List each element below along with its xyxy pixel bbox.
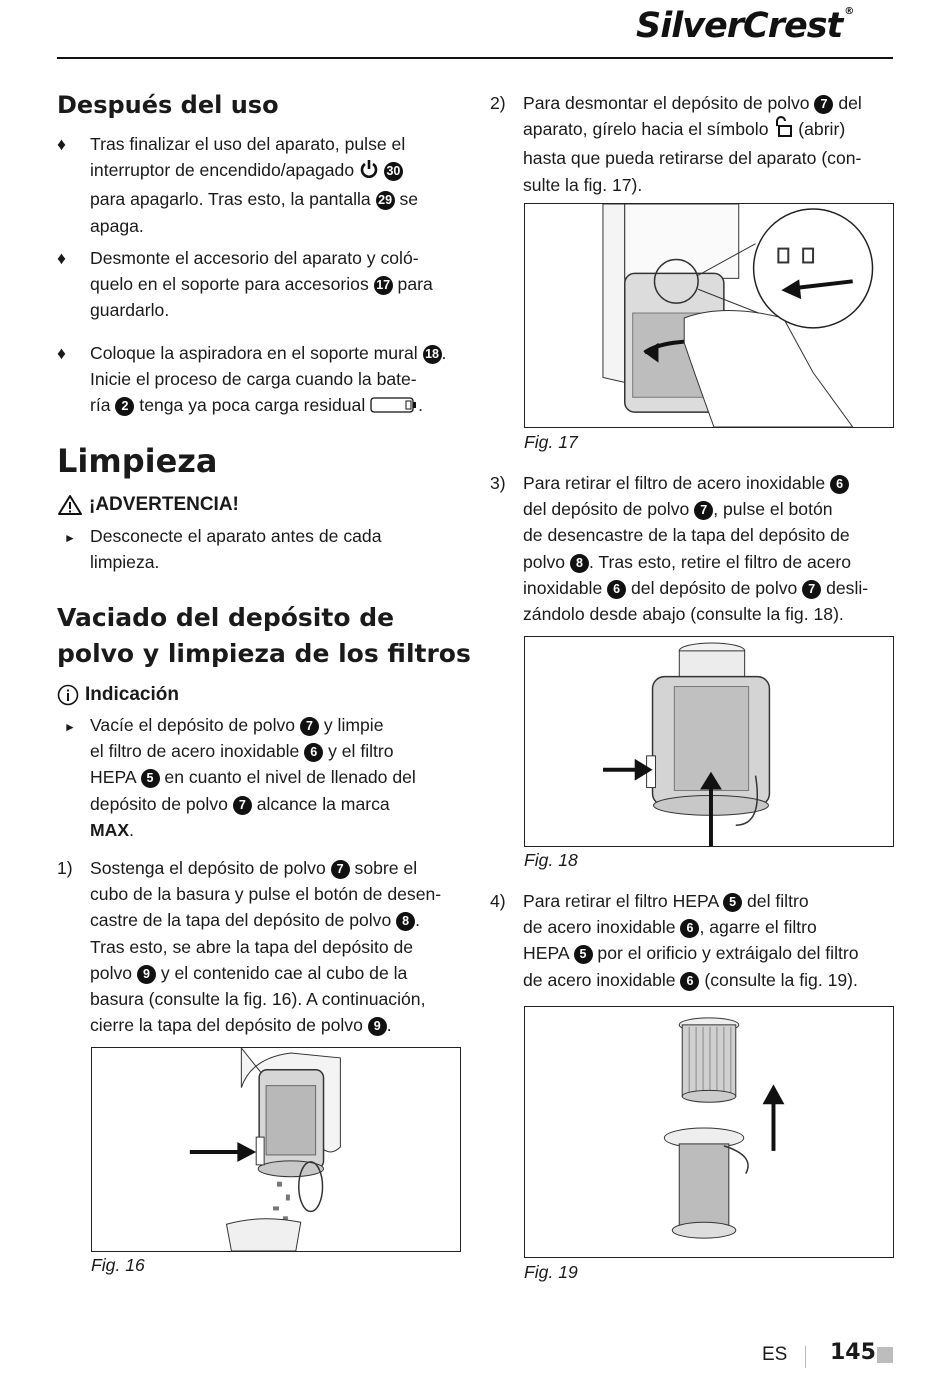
text-line <box>90 271 433 297</box>
text-fragment: del filtro <box>742 891 809 911</box>
part-number-badge: 17 <box>374 276 393 295</box>
text-fragment: sobre el <box>349 858 418 878</box>
text-line <box>90 366 446 392</box>
text-line <box>90 549 381 575</box>
text-line <box>523 172 862 198</box>
text-line <box>90 960 441 986</box>
text-fragment: y el contenido cae al cubo de la <box>155 962 408 983</box>
figure-17 <box>524 203 894 428</box>
text-line <box>90 738 416 764</box>
part-number-badge: 5 <box>141 769 160 788</box>
registered-mark: ® <box>844 6 854 17</box>
text-line <box>90 855 441 881</box>
section-title-emptying <box>57 600 471 672</box>
part-number-badge: 29 <box>376 191 395 210</box>
warning-triangle-icon <box>57 494 83 516</box>
bold-text: MAX <box>90 819 130 840</box>
chapter-title-cleaning: Limpieza <box>57 442 218 480</box>
text-fragment: del <box>833 93 862 113</box>
text-fragment: guardarlo. <box>90 300 170 321</box>
text-fragment: Para retirar el filtro de acero inoxidable <box>523 473 831 493</box>
figure-19-caption: Fig. 19 <box>524 1262 578 1282</box>
part-number-badge: 6 <box>607 580 626 599</box>
text-fragment: zándolo desde abajo (consulte la fig. 18). <box>523 604 844 625</box>
text-fragment: . Tras esto, retire el filtro de acero <box>588 551 852 572</box>
text-line <box>90 392 446 421</box>
part-number-badge: 7 <box>694 501 713 520</box>
list-marker: ► <box>64 720 76 734</box>
figure-18 <box>524 636 894 847</box>
step-2 <box>490 90 862 198</box>
text-line <box>90 934 441 960</box>
text-fragment: de desencastre de la tapa del depósito de <box>523 525 850 546</box>
part-number-badge: 7 <box>802 580 821 599</box>
text-fragment: Sostenga el depósito de polvo <box>90 858 331 878</box>
part-number-badge: 8 <box>570 554 589 573</box>
step-4 <box>490 888 859 993</box>
text-fragment: del depósito de polvo <box>626 577 803 598</box>
section-title-line: Vaciado del depósito de <box>57 603 395 632</box>
text-fragment: . <box>129 819 134 840</box>
text-fragment: depósito de polvo <box>90 793 233 814</box>
figure-16-caption: Fig. 16 <box>91 1255 145 1275</box>
text-line <box>90 131 418 157</box>
text-fragment: ría <box>90 395 116 416</box>
text-line <box>523 522 868 548</box>
text-fragment: Para retirar el filtro HEPA <box>523 891 724 911</box>
text-fragment: (consulte la fig. 19). <box>699 969 858 990</box>
text-fragment: quelo en el soporte para accesorios <box>90 274 374 295</box>
text-line <box>90 340 446 366</box>
part-number-badge: 6 <box>680 919 699 938</box>
text-line <box>90 186 418 212</box>
text-line <box>90 523 381 549</box>
text-line <box>90 791 416 817</box>
text-fragment: para <box>392 274 433 295</box>
page-number: 145 <box>830 1340 876 1365</box>
warning-item <box>64 523 382 575</box>
info-icon <box>57 684 79 706</box>
text-line <box>90 986 441 1012</box>
text-line <box>523 888 859 914</box>
text-fragment: apaga. <box>90 215 144 236</box>
text-fragment: castre de la tapa del depósito de polvo <box>90 910 397 931</box>
list-marker: ♦ <box>57 248 66 268</box>
text-line <box>523 914 859 940</box>
text-fragment: Tras esto, se abre la tapa del depósito de <box>90 936 414 957</box>
part-number-badge: 5 <box>723 893 742 912</box>
text-line <box>90 907 441 933</box>
text-line <box>523 496 868 522</box>
text-fragment: . <box>441 343 447 363</box>
bullet-item <box>57 245 433 324</box>
part-number-badge: 5 <box>574 945 593 964</box>
part-number-badge: 6 <box>680 972 699 991</box>
footer-language: ES <box>762 1344 788 1365</box>
list-marker: 4) <box>490 891 506 911</box>
text-fragment: sulte la fig. 17). <box>523 174 643 195</box>
text-fragment: Desmonte el accesorio del aparato y coló- <box>90 248 419 268</box>
note-heading <box>57 684 179 706</box>
figure-17-illustration <box>525 204 893 427</box>
unlock-icon <box>773 116 793 145</box>
text-fragment: inoxidable <box>523 577 608 598</box>
text-fragment: y el filtro <box>323 741 394 762</box>
text-fragment: , pulse el botón <box>713 499 833 520</box>
footer-separator <box>805 1346 806 1368</box>
section-title-line: polvo y limpieza de los filtros <box>57 639 471 668</box>
text-fragment: Desconecte el aparato antes de cada <box>90 526 382 546</box>
text-line <box>90 764 416 790</box>
text-fragment: Vacíe el depósito de polvo <box>90 715 300 735</box>
text-line <box>523 549 868 575</box>
text-line <box>90 881 441 907</box>
text-fragment: Tras finalizar el uso del aparato, pulse el <box>90 134 406 154</box>
list-marker: 3) <box>490 473 506 493</box>
bullet-item <box>57 131 419 239</box>
text-fragment: basura (consulte la fig. 16). A continuación, <box>90 989 426 1010</box>
text-line <box>90 297 433 323</box>
part-number-badge: 30 <box>384 162 403 181</box>
warning-heading <box>57 494 239 516</box>
list-marker: ♦ <box>57 343 66 363</box>
text-fragment: el filtro de acero inoxidable <box>90 741 305 762</box>
text-fragment: en cuanto el nivel de llenado del <box>159 767 416 788</box>
figure-18-caption: Fig. 18 <box>524 850 578 870</box>
section-title-after-use: Después del uso <box>57 91 279 119</box>
part-number-badge: 9 <box>137 965 156 984</box>
text-fragment: . <box>415 910 421 931</box>
warning-label: ¡ADVERTENCIA! <box>89 494 239 515</box>
step-3 <box>490 470 869 627</box>
part-number-badge: 9 <box>368 1017 387 1036</box>
text-line <box>523 967 859 993</box>
text-fragment: , agarre el filtro <box>699 917 817 938</box>
text-fragment: Inicie el proceso de carga cuando la bate- <box>90 369 417 390</box>
text-fragment: Para desmontar el depósito de polvo <box>523 93 815 113</box>
text-fragment: limpieza. <box>90 552 160 573</box>
figure-16 <box>91 1047 461 1252</box>
text-line <box>90 213 418 239</box>
text-line <box>523 470 868 496</box>
note-item <box>64 712 416 843</box>
text-line <box>90 245 433 271</box>
part-number-badge: 7 <box>331 860 350 879</box>
step-1 <box>57 855 442 1038</box>
text-line <box>523 116 862 145</box>
text-fragment: interruptor de encendido/apagado <box>90 160 360 181</box>
text-fragment: de acero inoxidable <box>523 917 681 938</box>
figure-19 <box>524 1006 894 1258</box>
brand-name: SilverCrest <box>636 6 843 46</box>
text-line <box>90 817 416 843</box>
text-line <box>90 1012 441 1038</box>
text-line <box>523 601 868 627</box>
list-marker: 2) <box>490 93 506 113</box>
list-marker: 1) <box>57 858 73 878</box>
text-fragment: tenga ya poca carga residual <box>134 395 371 416</box>
text-fragment: se <box>394 189 419 210</box>
figure-17-caption: Fig. 17 <box>524 432 578 452</box>
text-fragment: y limpie <box>318 715 384 735</box>
text-fragment: HEPA <box>90 767 141 788</box>
header-rule <box>57 57 893 59</box>
text-line <box>523 145 862 171</box>
text-line <box>523 940 859 966</box>
text-fragment: polvo <box>90 962 137 983</box>
part-number-badge: 18 <box>423 345 442 364</box>
part-number-badge: 6 <box>830 475 849 494</box>
bullet-item <box>57 340 447 422</box>
text-fragment: polvo <box>523 551 570 572</box>
text-fragment: Coloque la aspiradora en el soporte mural <box>90 343 423 363</box>
text-fragment: . <box>386 1015 392 1036</box>
text-line <box>523 90 862 116</box>
battery-low-icon <box>370 395 418 421</box>
note-label: Indicación <box>85 684 179 705</box>
text-fragment: hasta que pueda retirarse del aparato (con- <box>523 148 862 169</box>
part-number-badge: 6 <box>304 743 323 762</box>
text-fragment: desli- <box>821 577 869 598</box>
text-fragment: por el orificio y extráigalo del filtro <box>592 943 859 964</box>
text-line <box>90 712 416 738</box>
text-fragment: . <box>418 395 424 416</box>
figure-19-illustration <box>525 1007 893 1257</box>
part-number-badge: 8 <box>396 912 415 931</box>
figure-18-illustration <box>525 637 893 846</box>
text-fragment: cubo de la basura y pulse el botón de desen- <box>90 884 442 905</box>
text-fragment: del depósito de polvo <box>523 499 695 520</box>
part-number-badge: 7 <box>300 717 319 736</box>
text-fragment: HEPA <box>523 943 574 964</box>
text-fragment: aparato, gírelo hacia el símbolo <box>523 119 774 140</box>
footer-marker <box>877 1347 893 1363</box>
power-icon <box>359 159 379 186</box>
text-fragment: (abrir) <box>793 119 846 140</box>
part-number-badge: 7 <box>233 796 252 815</box>
text-fragment: alcance la marca <box>251 793 390 814</box>
part-number-badge: 7 <box>814 95 833 114</box>
brand-logo <box>636 6 853 46</box>
text-line <box>90 157 418 186</box>
text-line <box>523 575 868 601</box>
list-marker: ► <box>64 531 76 545</box>
text-fragment: para apagarlo. Tras esto, la pantalla <box>90 189 376 210</box>
text-fragment: cierre la tapa del depósito de polvo <box>90 1015 368 1036</box>
part-number-badge: 2 <box>115 397 134 416</box>
text-fragment: de acero inoxidable <box>523 969 681 990</box>
figure-16-illustration <box>92 1048 460 1251</box>
list-marker: ♦ <box>57 134 66 154</box>
